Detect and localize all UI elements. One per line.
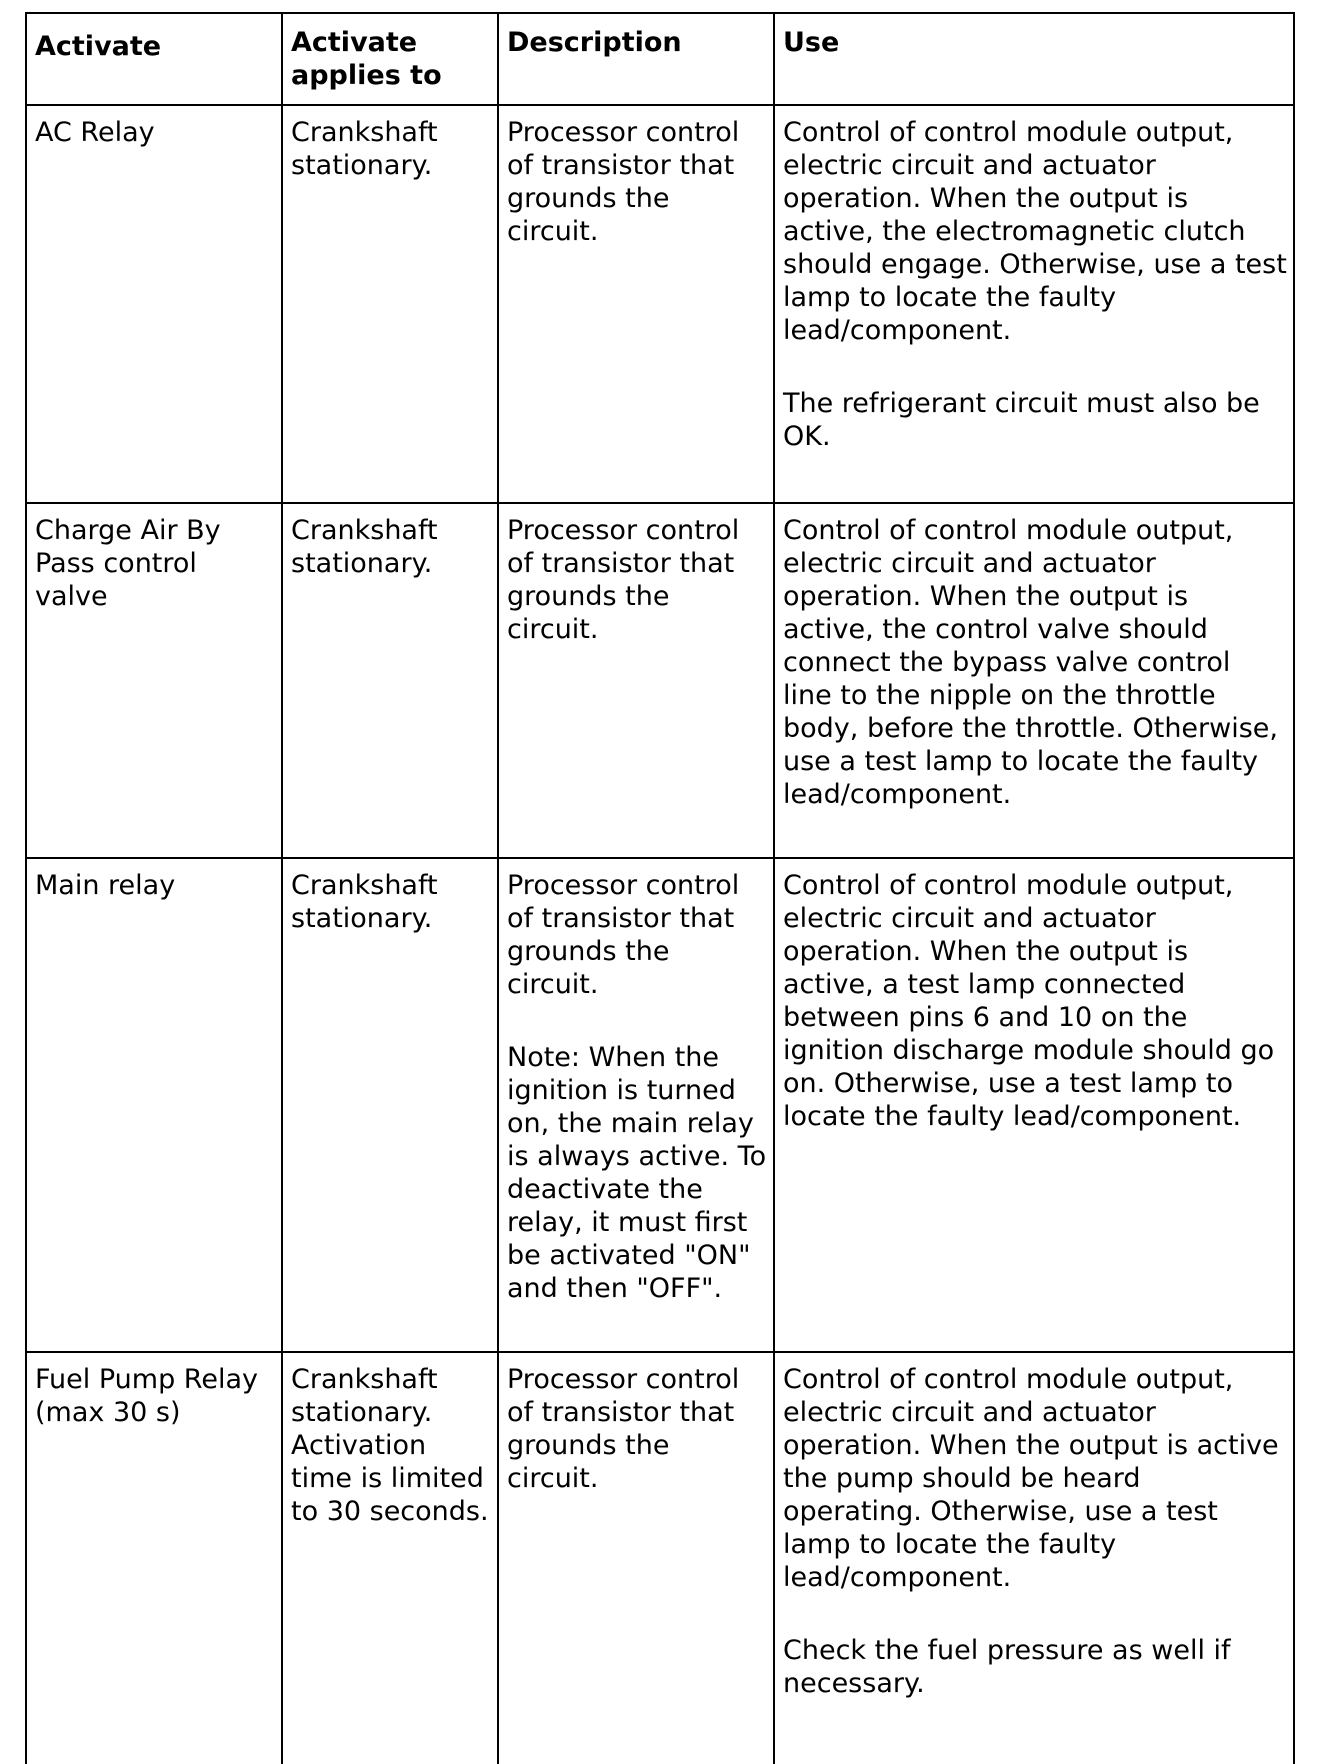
- description-note-text: Note: When the ignition is turned on, the main relay is always active. To deactivate the relay, it must first be activated "ON" and then "OFF".: [507, 1042, 767, 1304]
- cell-activate: Main relay: [26, 858, 282, 1352]
- cell-activate: Fuel Pump Relay (max 30 s): [26, 1352, 282, 1764]
- table-row: [26, 105, 1294, 503]
- cell-applies-to: Crankshaft stationary.: [282, 105, 498, 503]
- use-text: Control of control module output, electric circuit and actuator operation. When the output is active, the electromagnetic clutch should engage. Otherwise, use a test lamp to locate the faulty lead/component.: [783, 117, 1287, 346]
- use-text: Control of control module output, electric circuit and actuator operation. When the output is active, a test lamp connected between pins 6 and 10 on the ignition discharge module should go on. Otherwise, use a test lamp to locate the faulty lead/component.: [783, 870, 1275, 1132]
- cell-applies-to: Crankshaft stationary. Activation time is limited to 30 seconds.: [282, 1352, 498, 1764]
- cell-description: [498, 105, 774, 503]
- cell-applies-to: Crankshaft stationary.: [282, 858, 498, 1352]
- cell-description: [498, 858, 774, 1352]
- description-text: Processor control of transistor that grounds the circuit.: [507, 515, 740, 645]
- cell-use: [774, 1352, 1294, 1764]
- table-row: [26, 858, 1294, 1352]
- table-header-row: [26, 13, 1294, 105]
- description-text: Processor control of transistor that grounds the circuit.: [507, 1364, 740, 1494]
- header-use: Use: [774, 13, 1294, 105]
- cell-description: [498, 1352, 774, 1764]
- use-text: Control of control module output, electric circuit and actuator operation. When the output is active, the control valve should connect the bypass valve control line to the nipple on the throttle body, before the throttle. Otherwise, use a test lamp to locate the faulty lead/component.: [783, 515, 1278, 810]
- activation-table: [25, 12, 1295, 1764]
- cell-use: [774, 858, 1294, 1352]
- cell-activate: Charge Air By Pass control valve: [26, 503, 282, 858]
- description-text: Processor control of transistor that grounds the circuit.: [507, 117, 740, 247]
- table-row: [26, 503, 1294, 858]
- cell-description: [498, 503, 774, 858]
- header-description: Description: [498, 13, 774, 105]
- table-row: [26, 1352, 1294, 1764]
- header-activate: Activate: [26, 13, 282, 105]
- cell-activate: AC Relay: [26, 105, 282, 503]
- description-text: Processor control of transistor that grounds the circuit.: [507, 870, 740, 1000]
- cell-use: [774, 105, 1294, 503]
- use-extra-text: Check the fuel pressure as well if necessary.: [783, 1635, 1231, 1699]
- cell-applies-to: Crankshaft stationary.: [282, 503, 498, 858]
- use-text: Control of control module output, electric circuit and actuator operation. When the output is active the pump should be heard operating. Otherwise, use a test lamp to locate the faulty lead/component.: [783, 1364, 1279, 1593]
- use-extra-text: The refrigerant circuit must also be OK.: [783, 388, 1260, 452]
- header-activate-applies-to: Activate applies to: [282, 13, 498, 105]
- cell-use: [774, 503, 1294, 858]
